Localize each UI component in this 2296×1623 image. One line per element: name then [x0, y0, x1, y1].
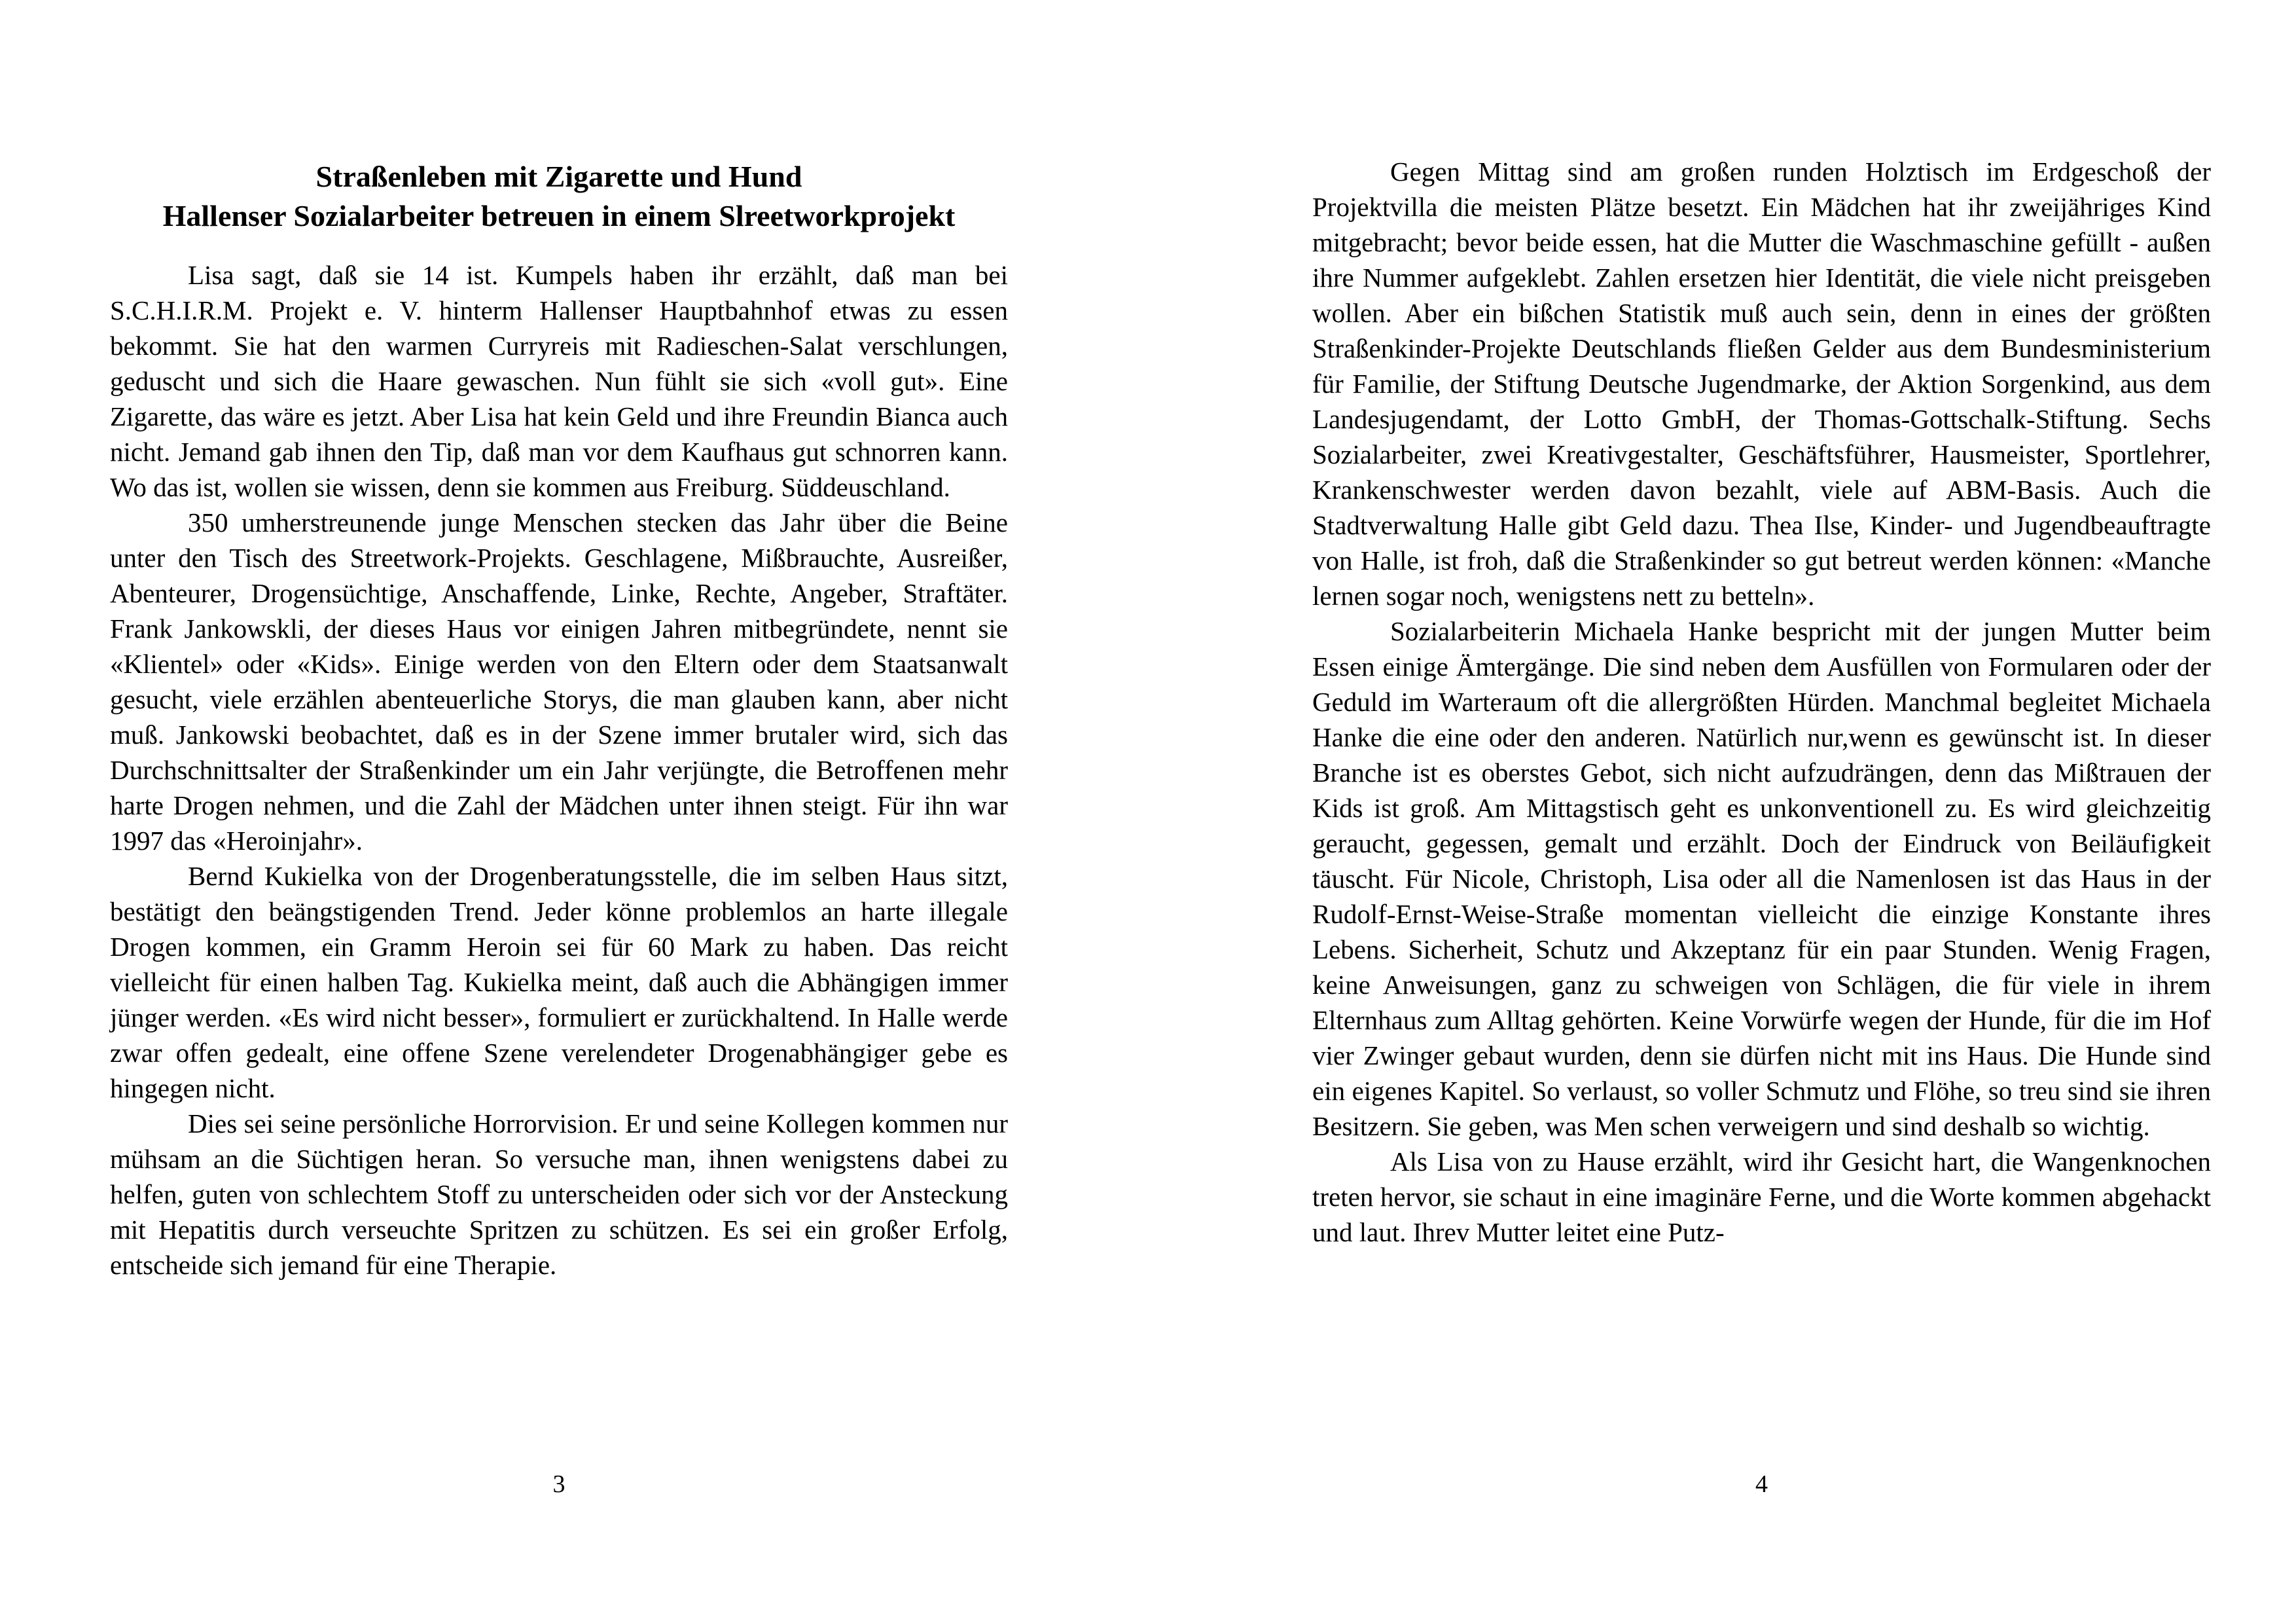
right-page-body — [1312, 154, 2211, 1250]
paragraph: Lisa sagt, daß sie 14 ist. Kumpels haben ihr erzählt, daß man bei S.C.H.I.R.M. Projekt e. V. hinterm Hallenser Hauptbahnhof etwas zu essen bekommt. Sie hat den warmen Curryreis mit Radieschen-Salat verschlungen, geduscht und sich die Haare gewaschen. Nun fühlt sie sich «voll gut». Eine Zigarette, das wäre es jetzt. Aber Lisa hat kein Geld und ihre Freundin Bianca auch nicht. Jemand gab ihnen den Tip, daß man vor dem Kaufhaus gut schnorren kann. Wo das ist, wollen sie wissen, denn sie kommen aus Freiburg. Süddeuschland. — [110, 260, 1008, 502]
right-page — [1312, 0, 2211, 1623]
page-number-right: 4 — [1755, 1470, 1768, 1498]
article-title: Straßenleben mit Zigarette und Hund — [315, 160, 802, 193]
paragraph: Als Lisa von zu Hause erzählt, wird ihr Gesicht hart, die Wangenknochen treten hervor, sie schaut in eine imaginäre Ferne, und die Worte kommen abgehackt und laut. Ihrev Mutter leitet eine Putz- — [1312, 1146, 2211, 1247]
page-number-left: 3 — [552, 1470, 565, 1498]
left-page-body — [110, 257, 1008, 1283]
paragraph: Gegen Mittag sind am großen runden Holztisch im Erdgeschoß der Projektvilla die meisten Plätze besetzt. Ein Mädchen hat ihr zweijähriges Kind mitgebracht; bevor beide essen, hat die Mutter die Waschmaschine gefüllt - außen ihre Nummer aufgeklebt. Zahlen ersetzen hier Identität, die viele nicht preisgeben wollen. Aber ein bißchen Statistik muß auch sein, denn in eines der größten Straßenkinder-Projekte Deutschlands fließen Gelder aus dem Bundesministerium für Familie, der Stiftung Deutsche Jugendmarke, der Aktion Sorgenkind, aus dem Landesjugendamt, der Lotto GmbH, der Thomas-Gottschalk-Stiftung. Sechs Sozialarbeiter, zwei Kreativgestalter, Geschäftsführer, Hausmeister, Sportlehrer, Krankenschwester werden davon bezahlt, viele auf ABM-Basis. Auch die Stadtverwaltung Halle gibt Geld dazu. Thea Ilse, Kinder- und Jugendbeauftragte von Halle, ist froh, daß die Straßenkinder so gut betreut werden können: «Manche lernen sogar noch, wenigstens nett zu betteln». — [1312, 156, 2211, 611]
paragraph: Dies sei seine persönliche Horrorvision. Er und seine Kollegen kommen nur mühsam an die Süchtigen heran. So versuche man, ihnen wenigstens dabei zu helfen, guten von schlechtem Stoff zu unterscheiden oder sich vor der Ansteckung mit Hepatitis durch verseuchte Spritzen zu schützen. Es sei ein großer Erfolg, entscheide sich jemand für eine Therapie. — [110, 1108, 1008, 1280]
paragraph: Bernd Kukielka von der Drogenberatungsstelle, die im selben Haus sitzt, bestätigt den beängstigenden Trend. Jeder könne problemlos an harte illegale Drogen kommen, ein Gramm Heroin sei für 60 Mark zu haben. Das reicht vielleicht für einen halben Tag. Kukielka meint, daß auch die Abhängigen immer jünger werden. «Es wird nicht besser», formuliert er zurückhaltend. In Halle werde zwar offen gedealt, eine offene Szene verelendeter Drogenabhängiger gebe es hingegen nicht. — [110, 861, 1008, 1103]
paragraph: Sozialarbeiterin Michaela Hanke bespricht mit der jungen Mutter beim Essen einige Ämtergänge. Die sind neben dem Ausfüllen von Formularen oder der Geduld im Warteraum oft die allergrößten Hürden. Manchmal begleitet Michaela Hanke die eine oder den anderen. Natürlich nur,wenn es gewünscht ist. In dieser Branche ist es oberstes Gebot, sich nicht aufzudrängen, denn das Mißtrauen der Kids ist groß. Am Mittagstisch geht es unkonventionell zu. Es wird gleichzeitig geraucht, gegessen, gemalt und erzählt. Doch der Eindruck von Beiläufigkeit täuscht. Für Nicole, Christoph, Lisa oder all die Namenlosen ist das Haus in der Rudolf-Ernst-Weise-Straße momentan vielleicht die einzige Konstante ihres Lebens. Sicherheit, Schutz und Akzeptanz für ein paar Stunden. Wenig Fragen, keine Anweisungen, ganz zu schweigen von Schlägen, die für viele in ihrem Elternhaus zum Alltag gehörten. Keine Vorwürfe wegen der Hunde, für die im Hof vier Zwinger gebaut wurden, denn sie dürfen nicht mit ins Haus. Die Hunde sind ein eigenes Kapitel. So verlaust, so voller Schmutz und Flöhe, so treu sind sie ihren Besitzern. Sie geben, was Men schen verweigern und sind deshalb so wichtig. — [1312, 616, 2211, 1141]
article-subtitle: Hallenser Sozialarbeiter betreuen in einem Slreetworkprojekt — [162, 199, 956, 232]
paragraph: 350 umherstreunende junge Menschen stecken das Jahr über die Beine unter den Tisch des Streetwork-Projekts. Geschlagene, Mißbrauchte, Ausreißer, Abenteurer, Drogensüchtige, Anschaffende, Linke, Rechte, Angeber, Straftäter. Frank Jankowskli, der dieses Haus vor einigen Jahren mitbegründete, nennt sie «Klientel» oder «Kids». Einige werden von den Eltern oder dem Staatsanwalt gesucht, viele erzählen abenteuerliche Storys, die man glauben kann, aber nicht muß. Jankowski beobachtet, daß es in der Szene immer brutaler wird, sich das Durchschnittsalter der Straßenkinder um ein Jahr verjüngte, die Betroffenen mehr harte Drogen nehmen, und die Zahl der Mädchen unter ihnen steigt. Für ihn war 1997 das «Heroinjahr». — [110, 507, 1008, 856]
left-page — [110, 0, 1008, 1623]
